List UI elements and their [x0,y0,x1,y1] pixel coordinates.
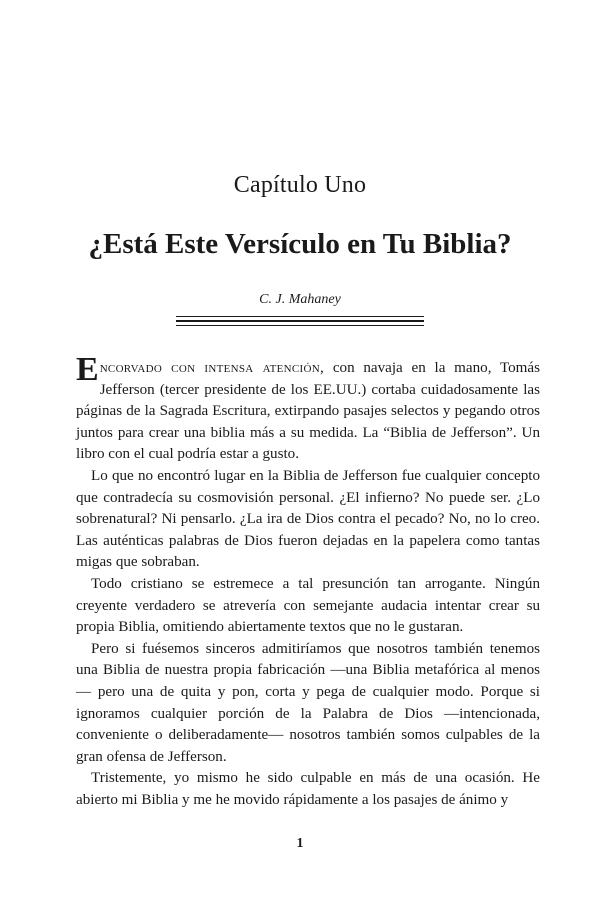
chapter-body [76,351,540,811]
page-number: 1 [296,836,304,851]
paragraph-3: Todo cristiano se estremece a tal presunción tan arrogante. Ningún creyente verdadero se atrevería con semejante audacia intentar crear su propia Biblia, omitiendo abiertamente textos que no le gustaran. [76,575,540,636]
chapter-label: Capítulo Uno [233,172,367,198]
ornamental-rule-bottom [176,325,424,326]
chapter-author: C. J. Mahaney [259,292,341,307]
chapter-title: ¿Está Este Versículo en Tu Biblia? [88,228,512,260]
paragraph-2: Lo que no encontró lugar en la Biblia de Jefferson fue cualquier concepto que contradecía su cosmovisión personal. ¿El infierno? No puede ser. ¿Lo sobrenatural? Ni pensarlo. ¿La ira de Dios contra el pecado? No, no lo creo. Las auténticas palabras de Dios fueron dejadas en la papelera como tantas migas que sobraban. [76,467,540,571]
paragraph-5: Tristemente, yo mismo he sido culpable en más de una ocasión. He abierto mi Biblia y me he movido rápidamente a los pasajes de ánimo y [76,770,540,808]
paragraph-1-text: con navaja en la mano, Tomás Jefferson (tercer presidente de los EE.UU.) cortaba cuidadosamente las páginas de la Sagrada Escritura, extirpando pasajes selectos y pegando otros juntos para crear una biblia más a su medida. La “Biblia de Jefferson”. Un libro con el cual podría estar a gusto. [76,360,540,463]
paragraph-4: Pero si fuésemos sinceros admitiríamos que nosotros también tenemos una Biblia de nuestra propia fabricación —una Biblia metafórica al menos— pero una de quita y pon, corta y pega de cualquier modo. Porque si ignoramos cualquier porción de la Palabra de Dios —intencionada, conveniente o deliberadamente— nosotros también somos culpables de la gran ofensa de Jefferson. [76,640,540,765]
lead-in-small-caps: ncorvado con intensa atención, [99,360,325,376]
ornamental-rule-top [176,316,424,317]
paragraph-1 [76,351,540,466]
drop-cap: E [76,351,99,388]
ornamental-rule-middle [176,320,424,322]
